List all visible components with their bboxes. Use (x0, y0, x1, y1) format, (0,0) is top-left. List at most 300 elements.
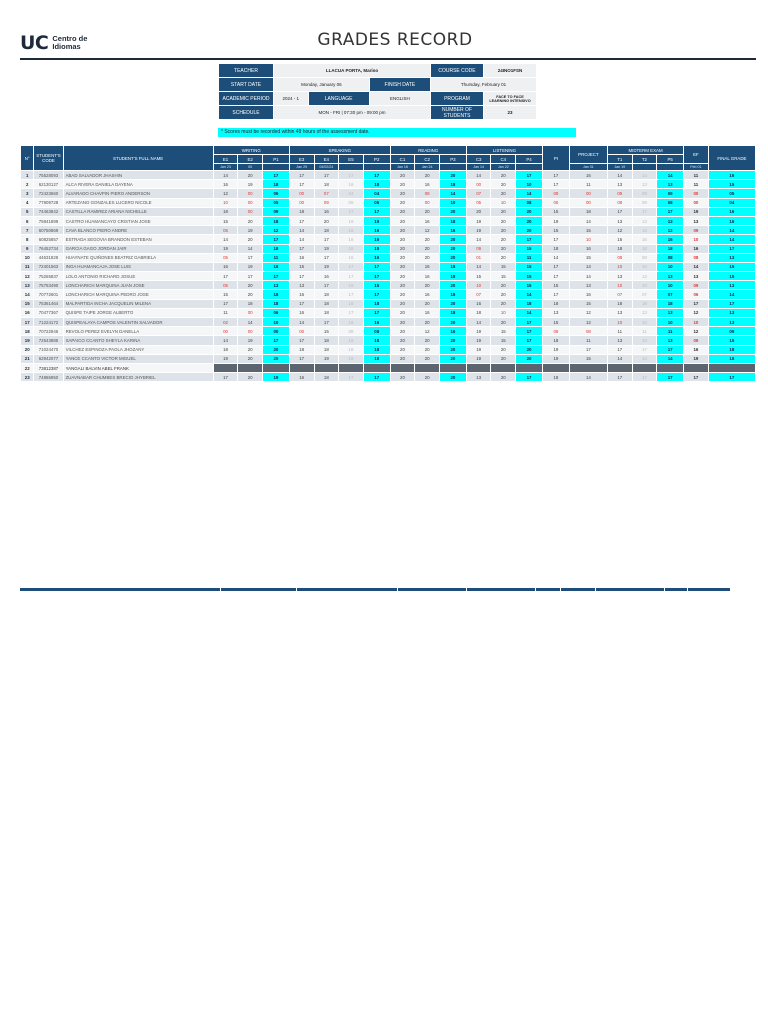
grade-cell: 16 (314, 272, 339, 281)
student-code: 75753490 (34, 281, 63, 290)
schedule-label: SCHEDULE (219, 106, 274, 120)
grade-cell: 20 (516, 354, 543, 363)
grade-cell: 19 (543, 354, 570, 363)
grade-cell: 18 (569, 207, 607, 216)
grade-cell: 12 (684, 308, 709, 317)
grade-cell: 20 (439, 171, 466, 180)
grade-cell: 12 (213, 189, 238, 198)
grade-cell: 17 (289, 244, 314, 253)
student-name: LONCHARICH MARQUINA JUAN JOSE (63, 281, 213, 290)
grade-cell: 17 (314, 281, 339, 290)
col-t1: T1 (607, 155, 632, 164)
grade-cell: 16 (708, 216, 755, 225)
grade-cell: 13 (632, 336, 657, 345)
grade-cell: 20 (390, 235, 415, 244)
grade-cell: 13 (632, 216, 657, 225)
grade-cell: 06 (684, 290, 709, 299)
grade-cell: 16 (339, 235, 364, 244)
student-name: ESTRADA SEGOVIA BRANDON ESTEBAN (63, 235, 213, 244)
grade-cell: 18 (262, 262, 289, 271)
grade-cell: 16 (415, 262, 440, 271)
grade-cell: 20 (491, 235, 516, 244)
grade-cell: 20 (516, 226, 543, 235)
grade-cell: 17 (684, 299, 709, 308)
grade-cell: 17 (339, 373, 364, 382)
student-code: 74886950 (34, 373, 63, 382)
col-p3: P3 (439, 155, 466, 164)
col-c1: C1 (390, 155, 415, 164)
grade-cell: 18 (339, 354, 364, 363)
grade-cell: 16 (657, 235, 684, 244)
grade-cell: 16 (684, 345, 709, 354)
grade-cell: 17 (657, 207, 684, 216)
grade-cell: 08 (657, 198, 684, 207)
grade-cell (238, 363, 263, 372)
grade-cell: 11 (684, 180, 709, 189)
grade-cell: 09 (708, 327, 755, 336)
grade-cell: 17 (314, 171, 339, 180)
grade-cell: 04 (363, 189, 390, 198)
grade-cell: 20 (390, 216, 415, 225)
grade-cell: 20 (390, 290, 415, 299)
grade-cell: 15 (569, 253, 607, 262)
grade-cell: 13 (708, 253, 755, 262)
grade-cell: 20 (516, 216, 543, 225)
grade-cell: 18 (213, 345, 238, 354)
grade-cell: 12 (657, 226, 684, 235)
student-name: LONCHARICH MARQUINA PEDRO JOSE (63, 290, 213, 299)
grade-cell: 20 (439, 299, 466, 308)
grade-cell: 00 (569, 189, 607, 198)
grade-cell: 18 (262, 216, 289, 225)
grade-cell: 12 (415, 226, 440, 235)
grade-cell: 17 (213, 373, 238, 382)
grade-cell: 12 (415, 327, 440, 336)
grade-cell: 09 (684, 336, 709, 345)
grade-cell: 01 (466, 253, 491, 262)
grade-cell (390, 363, 415, 372)
grade-cell: 18 (314, 373, 339, 382)
grade-cell: 17 (363, 272, 390, 281)
grade-cell: 20 (390, 262, 415, 271)
grade-cell: 09 (632, 189, 657, 198)
grade-cell: 14 (684, 262, 709, 271)
col-group-midterm: MIDTERM EXAM (607, 146, 683, 155)
grade-cell: 13 (708, 318, 755, 327)
grade-cell: 00 (415, 198, 440, 207)
grade-cell: 13 (262, 281, 289, 290)
grade-cell: 20 (390, 272, 415, 281)
grade-cell: 18 (439, 308, 466, 317)
grade-cell: 17 (543, 290, 570, 299)
grade-cell: 20 (415, 336, 440, 345)
student-code: 60825857 (34, 235, 63, 244)
grade-cell: 12 (569, 318, 607, 327)
grade-cell: 19 (466, 336, 491, 345)
grade-cell: 18 (314, 180, 339, 189)
grade-cell: 17 (289, 336, 314, 345)
grade-cell: 20 (390, 244, 415, 253)
grade-cell: 20 (415, 235, 440, 244)
row-number: 1 (21, 171, 34, 180)
grade-cell: 17 (213, 299, 238, 308)
grade-cell: 10 (516, 180, 543, 189)
grade-cell: 20 (415, 281, 440, 290)
grade-cell: 13 (708, 281, 755, 290)
grade-cell: 17 (569, 345, 607, 354)
grade-cell: 17 (607, 373, 632, 382)
grade-cell: 15 (708, 336, 755, 345)
grade-cell: 16 (569, 171, 607, 180)
grade-cell: 19 (684, 354, 709, 363)
grade-cell: 20 (390, 207, 415, 216)
grade-cell: 14 (657, 171, 684, 180)
grade-cell: 08 (684, 253, 709, 262)
grade-cell: 20 (390, 318, 415, 327)
grade-cell: 20 (390, 373, 415, 382)
grade-cell: 14 (708, 226, 755, 235)
student-name: ALVARADO CHAVPIN PIERO ANDERSON (63, 189, 213, 198)
col-date: 05 (238, 164, 263, 171)
grade-cell: 18 (439, 216, 466, 225)
academic-period-label: ACADEMIC PERIOD (219, 92, 274, 106)
grade-cell: 15 (569, 354, 607, 363)
col-number: N° (21, 146, 34, 171)
grade-cell: 17 (632, 207, 657, 216)
grade-cell: 10 (684, 235, 709, 244)
col-date (439, 164, 466, 171)
finish-date-value: Thursday, February 01 (431, 78, 537, 92)
student-code: 62130127 (34, 180, 63, 189)
grade-cell: 16 (439, 226, 466, 235)
table-row (21, 318, 756, 327)
grade-cell: 13 (684, 272, 709, 281)
language-label: LANGUAGE (308, 92, 369, 106)
grade-cell: 20 (390, 299, 415, 308)
grade-cell: 17 (339, 272, 364, 281)
grade-cell: 09 (684, 226, 709, 235)
grade-cell: 20 (415, 345, 440, 354)
grade-cell: 18 (289, 207, 314, 216)
student-code: 75361464 (34, 299, 63, 308)
grade-cell: 14 (607, 171, 632, 180)
grade-cell: 18 (339, 345, 364, 354)
grade-cell: 09 (684, 281, 709, 290)
grade-cell: 14 (569, 272, 607, 281)
table-row (21, 189, 756, 198)
student-name: YANGALI BALVIN ABEL FRANK (63, 363, 213, 372)
grade-cell: 17 (543, 171, 570, 180)
grade-cell: 17 (289, 272, 314, 281)
grade-cell: 17 (339, 290, 364, 299)
academic-period-value: 2024 - 1 (274, 92, 309, 106)
grade-cell: 17 (238, 272, 263, 281)
student-name: YANCE CCANTO VICTOR MIGUEL (63, 354, 213, 363)
grade-cell: 18 (289, 345, 314, 354)
col-c3: C3 (466, 155, 491, 164)
grade-cell: 20 (491, 345, 516, 354)
grade-cell: 05 (262, 198, 289, 207)
course-code-label: COURSE CODE (431, 64, 484, 78)
grade-cell: 16 (569, 290, 607, 299)
grade-cell: 20 (491, 299, 516, 308)
grade-cell: 20 (516, 345, 543, 354)
grade-cell (607, 363, 632, 372)
col-student-name: STUDENT'S FULL NAME (63, 146, 213, 171)
grade-cell: 18 (632, 244, 657, 253)
grade-cell (339, 363, 364, 372)
uc-logo (20, 32, 87, 54)
grade-cell: 14 (632, 171, 657, 180)
grade-cell: 11 (262, 253, 289, 262)
student-code: 60750869 (34, 226, 63, 235)
grade-cell: 16 (415, 290, 440, 299)
grade-cell: 13 (657, 308, 684, 317)
grade-cell: 09 (314, 198, 339, 207)
grade-cell: 18 (543, 244, 570, 253)
grade-cell: 00 (238, 198, 263, 207)
grade-cell: 17 (684, 373, 709, 382)
student-code: 74463842 (34, 207, 63, 216)
grade-cell: 00 (238, 308, 263, 317)
logo-subtitle: Centro de Idiomas (52, 34, 88, 51)
grade-cell: 20 (491, 226, 516, 235)
grade-cell: 15 (213, 290, 238, 299)
col-p5: P5 (657, 155, 684, 164)
grade-cell (314, 363, 339, 372)
course-info-table (218, 63, 537, 120)
grade-cell: 19 (314, 244, 339, 253)
grade-cell: 20 (491, 207, 516, 216)
grade-cell: 20 (439, 244, 466, 253)
col-p4: P4 (516, 155, 543, 164)
grade-cell: 05 (708, 189, 755, 198)
grade-cell: 09 (607, 189, 632, 198)
col-c2: C2 (415, 155, 440, 164)
grade-cell: 15 (543, 207, 570, 216)
grade-cell: 08 (415, 189, 440, 198)
grade-cell: 20 (390, 253, 415, 262)
grade-cell: 20 (466, 207, 491, 216)
grade-cell: 18 (363, 345, 390, 354)
grade-cell: 17 (516, 235, 543, 244)
grade-cell: 12 (607, 226, 632, 235)
col-final-grade: FINAL GRADE (708, 146, 755, 171)
grade-cell: 18 (363, 299, 390, 308)
row-number: 22 (21, 363, 34, 372)
grade-cell: 17 (213, 272, 238, 281)
grade-cell: 18 (314, 336, 339, 345)
grade-cell: 16 (289, 290, 314, 299)
grade-cell: 18 (607, 299, 632, 308)
table-row (21, 207, 756, 216)
grade-cell: 20 (415, 244, 440, 253)
grade-cell: 20 (262, 345, 289, 354)
col-date: Jan 24 (415, 164, 440, 171)
grade-cell: 18 (314, 308, 339, 317)
grade-cell: 10 (491, 308, 516, 317)
program-label: PROGRAM (431, 92, 484, 106)
grade-cell: 13 (632, 308, 657, 317)
grade-cell: 18 (439, 272, 466, 281)
grade-cell (363, 363, 390, 372)
grade-cell: 20 (415, 171, 440, 180)
grade-cell: 20 (516, 207, 543, 216)
col-group-reading: READING (390, 146, 466, 155)
student-name: CASTRO HUAMANCAYO CRISTIAN JOSE (63, 216, 213, 225)
grade-cell: 20 (238, 235, 263, 244)
grade-cell: 19 (213, 354, 238, 363)
grade-cell: 16 (363, 226, 390, 235)
grade-cell: 19 (466, 327, 491, 336)
grade-cell: 17 (516, 171, 543, 180)
col-e4: E4 (314, 155, 339, 164)
student-code: 73812387 (34, 363, 63, 372)
grade-cell: 20 (390, 180, 415, 189)
grade-cell: 19 (543, 216, 570, 225)
grade-cell: 20 (415, 299, 440, 308)
student-code: 75528093 (34, 171, 63, 180)
grade-cell: 10 (632, 281, 657, 290)
student-name: ZUAVNABAR CHUMBES BRECIO JHYBRIEL (63, 373, 213, 382)
grade-cell: 15 (213, 216, 238, 225)
grade-cell (439, 363, 466, 372)
grade-cell: 17 (289, 171, 314, 180)
grade-cell: 17 (339, 308, 364, 317)
row-number: 7 (21, 226, 34, 235)
row-number: 19 (21, 336, 34, 345)
grade-cell: 18 (238, 299, 263, 308)
student-code: 70477367 (34, 308, 63, 317)
grade-cell: 12 (569, 308, 607, 317)
grade-cell: 17 (516, 336, 543, 345)
table-row (21, 226, 756, 235)
col-p2: P2 (363, 155, 390, 164)
grade-cell: 13 (657, 336, 684, 345)
student-name: ALCA RIVERA DANIELA DAYENA (63, 180, 213, 189)
grade-cell: 17 (543, 235, 570, 244)
grade-cell: 13 (543, 308, 570, 317)
grade-cell: 19 (238, 226, 263, 235)
table-row (21, 262, 756, 271)
row-number: 4 (21, 198, 34, 207)
col-date: Jan 19 (607, 164, 632, 171)
grade-cell: 19 (238, 262, 263, 271)
grade-cell: 15 (708, 180, 755, 189)
grade-cell: 16 (415, 180, 440, 189)
grade-cell: 16 (415, 272, 440, 281)
student-name: GARCIA GAGO JORDAN JAIR (63, 244, 213, 253)
grade-cell: 14 (632, 354, 657, 363)
table-row (21, 235, 756, 244)
grade-cell: 16 (314, 207, 339, 216)
grade-cell: 15 (543, 226, 570, 235)
row-number: 2 (21, 180, 34, 189)
grade-cell: 18 (607, 244, 632, 253)
grade-cell: 15 (491, 336, 516, 345)
col-group-writing: WRITING (213, 146, 289, 155)
grade-cell: 00 (569, 198, 607, 207)
grade-cell: 10 (607, 262, 632, 271)
grade-cell: 13 (569, 281, 607, 290)
grade-cell: 17 (363, 171, 390, 180)
row-number: 18 (21, 327, 34, 336)
col-date: Jan 22 (491, 164, 516, 171)
grade-cell: 14 (289, 226, 314, 235)
table-row (21, 336, 756, 345)
grade-cell: 14 (516, 189, 543, 198)
grade-cell: 09 (262, 207, 289, 216)
col-date (657, 164, 684, 171)
grade-cell: 20 (439, 354, 466, 363)
row-number: 3 (21, 189, 34, 198)
grade-cell: 13 (607, 336, 632, 345)
grade-cell: 00 (289, 189, 314, 198)
student-code: 75265837 (34, 272, 63, 281)
grade-cell: 18 (363, 354, 390, 363)
table-row (21, 354, 756, 363)
student-code: 70772601 (34, 290, 63, 299)
grade-cell: 17 (363, 308, 390, 317)
student-name: HUAYNATE QUIÑONES BEATRIZ GABRIELA (63, 253, 213, 262)
grade-cell: 17 (262, 171, 289, 180)
col-project-date: Jan 31 (569, 164, 607, 171)
grade-cell: 11 (213, 308, 238, 317)
grade-cell: 20 (415, 373, 440, 382)
row-number: 6 (21, 216, 34, 225)
grade-cell (543, 363, 570, 372)
grade-cell: 20 (390, 171, 415, 180)
grade-cell: 10 (439, 198, 466, 207)
bottom-rule (20, 588, 756, 591)
col-e5: E5 (339, 155, 364, 164)
grade-cell: 15 (491, 262, 516, 271)
grade-cell: 14 (569, 373, 607, 382)
grade-cell: 20 (491, 244, 516, 253)
grade-cell: 08 (543, 327, 570, 336)
col-student-code: STUDENT'S CODE (34, 146, 63, 171)
table-row (21, 373, 756, 382)
grade-cell: 16 (363, 318, 390, 327)
grade-cell: 20 (491, 354, 516, 363)
grade-cell: 08 (569, 327, 607, 336)
grade-cell: 17 (657, 345, 684, 354)
grade-cell: 20 (415, 207, 440, 216)
col-t2: T2 (632, 155, 657, 164)
grade-cell: 16 (339, 318, 364, 327)
grade-cell: 15 (543, 318, 570, 327)
teacher-value: LLACUA PORTA, Marino (274, 64, 431, 78)
grade-cell: 07 (607, 290, 632, 299)
grade-cell: 16 (466, 299, 491, 308)
grade-cell: 16 (363, 235, 390, 244)
grade-cell: 17 (516, 327, 543, 336)
student-name: CAVA BLANCO PIERO ANDRE (63, 226, 213, 235)
grade-cell: 20 (390, 308, 415, 317)
col-date (632, 164, 657, 171)
row-number: 21 (21, 354, 34, 363)
grade-cell: 20 (238, 281, 263, 290)
grade-cell: 19 (684, 207, 709, 216)
grade-cell: 17 (607, 345, 632, 354)
grade-cell: 11 (607, 327, 632, 336)
grade-cell: 12 (632, 226, 657, 235)
grade-cell: 20 (439, 336, 466, 345)
grade-cell: 15 (314, 327, 339, 336)
student-name: SAPAICO CCANTO SHEYLA KARINA (63, 336, 213, 345)
grade-cell: 20 (238, 354, 263, 363)
students-count-label: NUMBER OF STUDENTS (431, 106, 484, 120)
